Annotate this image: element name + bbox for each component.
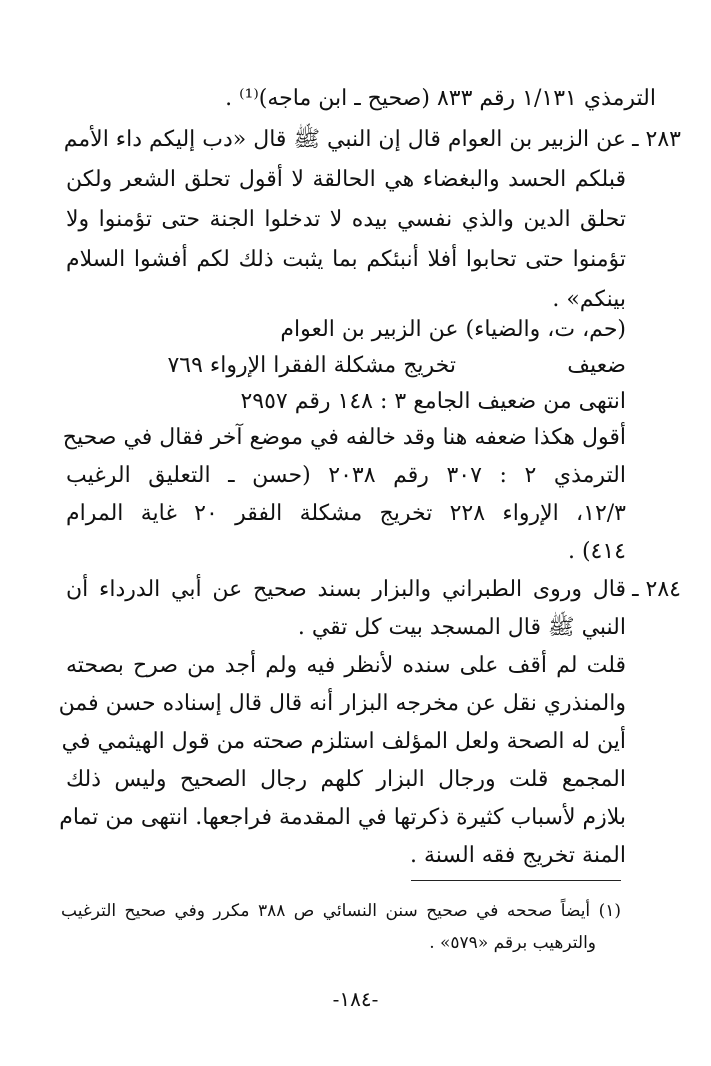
commentary-line: أقول هكذا ضعفه هنا وقد خالفه في موضع آخر فقال في صحيح bbox=[62, 425, 626, 450]
commentary-line: قلت لم أقف على سنده لأنظر فيه ولم أجد من صرح بصحته bbox=[66, 653, 626, 678]
page-number: -١٨٤- bbox=[332, 987, 379, 1011]
commentary-line: الترمذي ٢ : ٣٠٧ رقم ٢٠٣٨ (حسن ـ التعليق الرغيب bbox=[66, 463, 627, 488]
commentary-line: ٤١٤) . bbox=[567, 539, 626, 564]
hadith-text-line: بينكم» . bbox=[552, 287, 626, 312]
commentary-line: المجمع قلت ورجال البزار كلهم رجال الصحيح وليس ذلك bbox=[66, 767, 626, 792]
footnote-line: والترهيب برقم «٥٧٩» . bbox=[429, 933, 596, 953]
commentary-line: والمنذري نقل عن مخرجه البزار أنه قال قال إسناده حسن فمن bbox=[58, 691, 626, 716]
hadith-text-line: تؤمنوا حتى تحابوا أفلا أنبئكم بما يثبت ذلك لكم أفشوا السلام bbox=[66, 247, 626, 272]
hadith-source: (حم، ت، والضياء) عن الزبير بن العوام bbox=[280, 317, 626, 342]
hadith-text-line: قبلكم الحسد والبغضاء هي الحالقة لا أقول تحلق الشعر ولكن bbox=[66, 167, 626, 192]
grade-row bbox=[66, 349, 626, 383]
footnote-divider bbox=[411, 880, 621, 881]
hadith-text-line: تحلق الدين والذي نفسي بيده لا تدخلوا الجنة حتى تؤمنوا ولا bbox=[66, 207, 626, 232]
hadith-text-line: النبي ﷺ قال المسجد بيت كل تقي . bbox=[297, 615, 626, 640]
takhrij-reference: تخريج مشكلة الفقرا الإرواء ٧٦٩ bbox=[167, 353, 456, 378]
commentary-line: أين له الصحة ولعل المؤلف استلزم صحته من قول الهيثمي في bbox=[61, 729, 626, 754]
hadith-text-line: قال وروى الطبراني والبزار بسند صحيح عن أبي الدرداء أن bbox=[66, 577, 626, 602]
hadith-text-line: عن الزبير بن العوام قال إن النبي ﷺ قال «دب إليكم داء الأمم bbox=[63, 127, 626, 152]
source-end-note: انتهى من ضعيف الجامع ٣ : ١٤٨ رقم ٢٩٥٧ bbox=[240, 389, 626, 414]
commentary-line: المنة تخريج فقه السنة . bbox=[409, 843, 626, 868]
entry-number-284: ٢٨٤ ـ bbox=[632, 577, 681, 602]
footnote-line: (١) أيضاً صححه في صحيح سنن النسائي ص ٣٨٨ مكرر وفي صحيح الترغيب bbox=[61, 901, 621, 921]
hadith-grade: ضعيف bbox=[567, 353, 626, 378]
commentary-line: بلازم لأسباب كثيرة ذكرتها في المقدمة فراجعها. انتهى من تمام bbox=[59, 805, 626, 830]
commentary-line: ١٢/٣، الإرواء ٢٢٨ تخريج مشكلة الفقر ٢٠ غاية المرام bbox=[66, 501, 626, 526]
top-continuation-line: الترمذي ١/١٣١ رقم ٨٣٣ (صحيح ـ ابن ماجه)⁽¹⁾ . bbox=[225, 86, 656, 111]
entry-number-283: ٢٨٣ ـ bbox=[632, 127, 681, 152]
